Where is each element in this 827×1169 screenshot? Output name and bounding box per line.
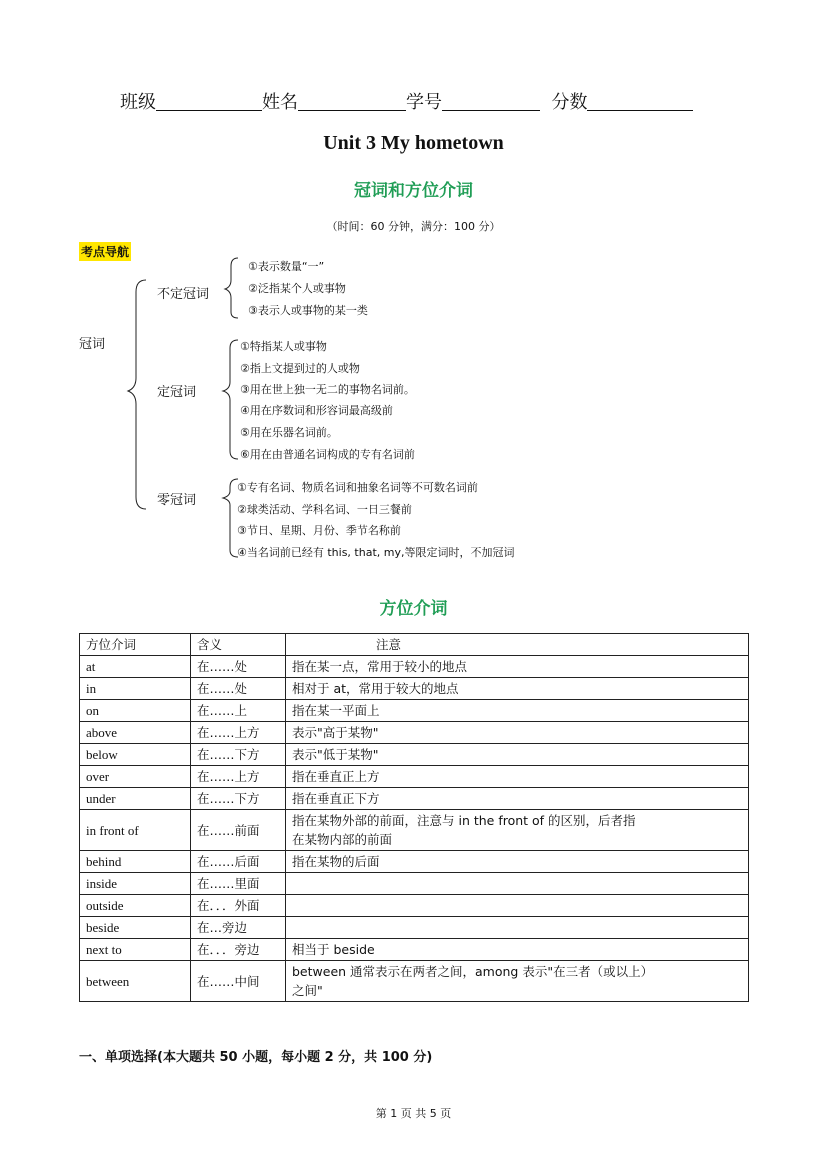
definite-item: ③用在世上独一无二的事物名词前。 — [240, 383, 415, 396]
time-info: （时间：60 分钟，满分：100 分） — [326, 220, 501, 233]
root-bracket — [128, 280, 146, 509]
tree-root: 冠词 — [79, 337, 106, 352]
name-label: 姓名 — [262, 92, 298, 113]
meaning-cell: 在…旁边 — [191, 917, 286, 939]
meaning-cell: 在……处 — [191, 656, 286, 678]
note-cell: 指在垂直正下方 — [286, 788, 749, 810]
meaning-cell: 在……上方 — [191, 766, 286, 788]
definite-item: ①特指某人或事物 — [240, 340, 327, 353]
table-row — [80, 873, 749, 895]
prep-cell: above — [80, 722, 191, 744]
definite-item: ⑥用在由普通名词构成的专有名词前 — [240, 448, 415, 461]
prep-cell: beside — [80, 917, 191, 939]
table-row — [80, 939, 749, 961]
note-cell: between 通常表示在两者之间，among 表示"在三者（或以上）之间" — [286, 961, 749, 1002]
meaning-cell: 在……中间 — [191, 961, 286, 1002]
page-subtitle: 冠词和方位介词 — [354, 181, 473, 201]
meaning-cell: 在……里面 — [191, 873, 286, 895]
table-row — [80, 895, 749, 917]
prep-cell: at — [80, 656, 191, 678]
prep-cell: next to — [80, 939, 191, 961]
table-header-row — [80, 634, 749, 656]
definite-item: ②指上文提到过的人或物 — [240, 362, 360, 375]
meaning-cell: 在……上方 — [191, 722, 286, 744]
header-cell: 方位介词 — [80, 634, 191, 656]
note-cell: 表示"高于某物" — [286, 722, 749, 744]
note-cell: 指在垂直正上方 — [286, 766, 749, 788]
table-row — [80, 766, 749, 788]
definite-item: ④用在序数词和形容词最高级前 — [240, 404, 393, 417]
zero-article-label: 零冠词 — [157, 493, 197, 508]
prep-cell: over — [80, 766, 191, 788]
note-cell — [286, 873, 749, 895]
prep-cell: in — [80, 678, 191, 700]
zero-item: ①专有名词、物质名词和抽象名词等不可数名词前 — [237, 481, 478, 494]
indefinite-item: ②泛指某个人或事物 — [248, 282, 346, 295]
table-row — [80, 744, 749, 766]
table-row — [80, 961, 749, 1002]
note-cell — [286, 895, 749, 917]
note-cell: 表示"低于某物" — [286, 744, 749, 766]
zero-item: ④当名词前已经有 this, that, my,等限定词时，不加冠词 — [237, 546, 515, 559]
indefinite-bracket — [225, 258, 238, 318]
header-cell: 注意 — [286, 634, 749, 656]
table-row — [80, 917, 749, 939]
prep-cell: in front of — [80, 810, 191, 851]
note-cell: 指在某一平面上 — [286, 700, 749, 722]
meaning-cell: 在……前面 — [191, 810, 286, 851]
table-row — [80, 656, 749, 678]
class-label: 班级 — [120, 92, 156, 113]
meaning-cell: 在……处 — [191, 678, 286, 700]
zero-item: ③节日、星期、月份、季节名称前 — [237, 524, 401, 537]
number-label: 学号 — [406, 92, 442, 113]
header-cell: 含义 — [191, 634, 286, 656]
note-cell: 指在某物外部的前面，注意与 in the front of 的区别，后者指在某物内部的前面 — [286, 810, 749, 851]
table-row — [80, 810, 749, 851]
table-row — [80, 722, 749, 744]
note-cell: 指在某物的后面 — [286, 851, 749, 873]
note-cell — [286, 917, 749, 939]
note-cell: 相当于 beside — [286, 939, 749, 961]
nav-label: 考点导航 — [79, 242, 131, 261]
meaning-cell: 在．．．外面 — [191, 895, 286, 917]
meaning-cell: 在……下方 — [191, 744, 286, 766]
meaning-cell: 在……下方 — [191, 788, 286, 810]
table-row — [80, 788, 749, 810]
prep-cell: inside — [80, 873, 191, 895]
prep-cell: behind — [80, 851, 191, 873]
section-heading: 一、单项选择(本大题共 50 小题，每小题 2 分，共 100 分) — [79, 1050, 433, 1065]
definite-bracket — [223, 340, 238, 459]
page-title: Unit 3 My hometown — [323, 132, 504, 154]
table-row — [80, 678, 749, 700]
prep-cell: on — [80, 700, 191, 722]
indefinite-item: ①表示数量“一” — [248, 260, 325, 273]
zero-bracket — [223, 479, 238, 557]
prep-cell: between — [80, 961, 191, 1002]
table-row — [80, 851, 749, 873]
meaning-cell: 在．．．旁边 — [191, 939, 286, 961]
indefinite-item: ③表示人或事物的某一类 — [248, 304, 368, 317]
prep-cell: under — [80, 788, 191, 810]
meaning-cell: 在……上 — [191, 700, 286, 722]
note-cell: 指在某一点，常用于较小的地点 — [286, 656, 749, 678]
prep-cell: outside — [80, 895, 191, 917]
page-footer: 第 1 页 共 5 页 — [375, 1107, 452, 1120]
definite-item: ⑤用在乐器名词前。 — [240, 426, 338, 439]
definite-article-label: 定冠词 — [157, 385, 197, 400]
prepositions-table — [79, 633, 749, 1002]
zero-item: ②球类活动、学科名词、一日三餐前 — [237, 503, 412, 516]
indefinite-article-label: 不定冠词 — [157, 287, 210, 302]
table-row — [80, 700, 749, 722]
meaning-cell: 在……后面 — [191, 851, 286, 873]
score-label: 分数 — [551, 92, 588, 113]
prep-title: 方位介词 — [379, 599, 448, 619]
prep-cell: below — [80, 744, 191, 766]
note-cell: 相对于 at，常用于较大的地点 — [286, 678, 749, 700]
